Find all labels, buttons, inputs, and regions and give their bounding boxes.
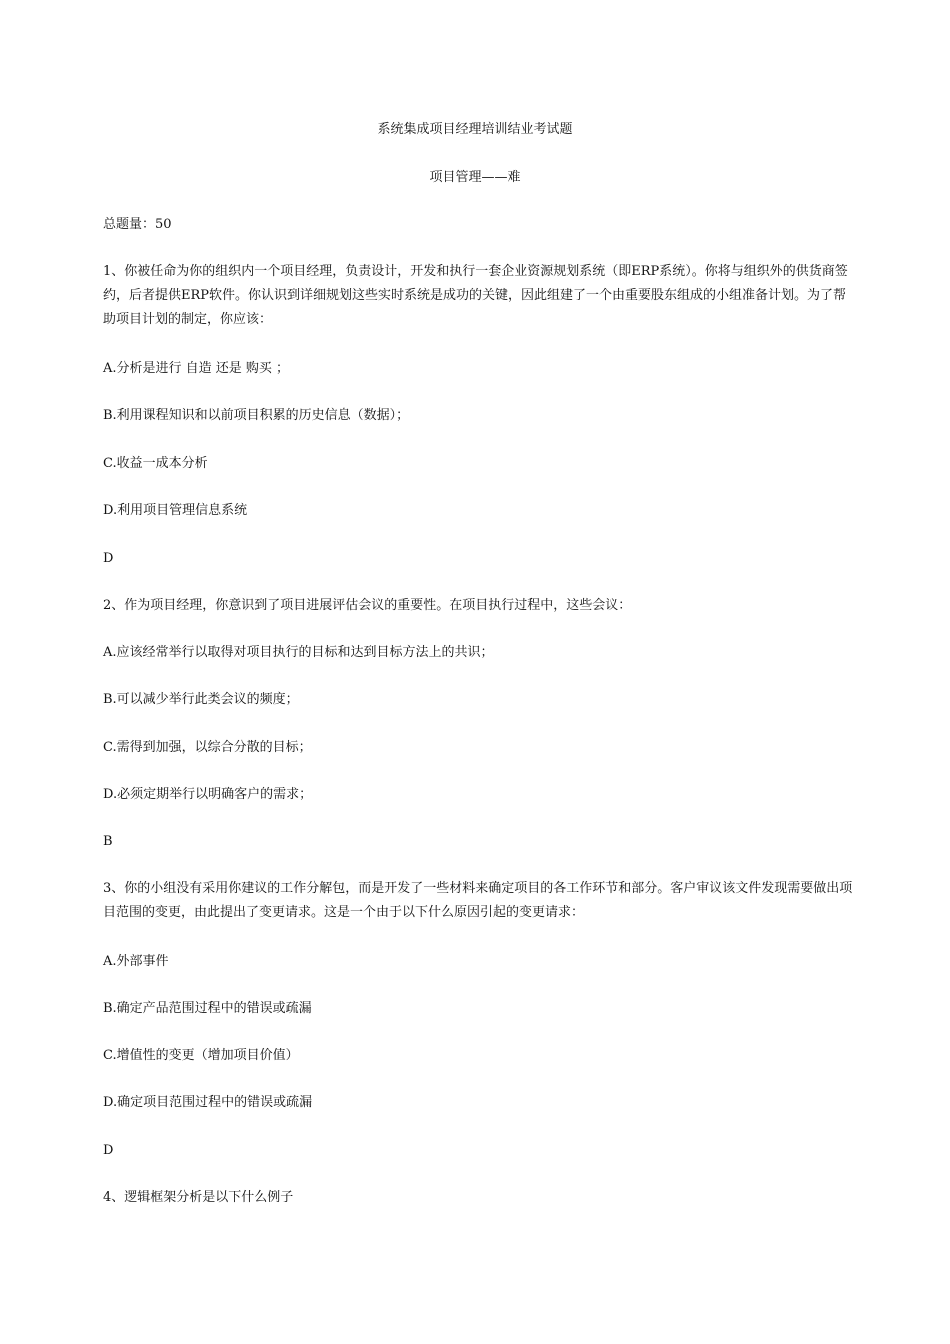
question-2-option-a: A.应该经常举行以取得对项目执行的目标和达到目标方法上的共识； xyxy=(103,645,494,660)
question-2-stem: 2、作为项目经理，你意识到了项目进展评估会议的重要性。在项目执行过程中，这些会议： xyxy=(103,598,632,613)
question-3-stem: 3、你的小组没有采用你建议的工作分解包，而是开发了一些材料来确定项目的各工作环节和部分。客户审议该文件发现需要做出项目范围的变更，由此提出了变更请求。这是一个由于以下什么原因引起的变更请求： xyxy=(103,881,853,920)
question-2-option-d: D.必须定期举行以明确客户的需求； xyxy=(103,787,313,802)
question-1-option-a: A.分析是进行 自造 还是 购买 ； xyxy=(103,361,290,376)
question-3-option-b: B.确定产品范围过程中的错误或疏漏 xyxy=(103,1001,312,1016)
question-3-option-c: C.增值性的变更（增加项目价值） xyxy=(103,1048,299,1063)
page-title: 系统集成项目经理培训结业考试题 xyxy=(377,122,573,137)
question-3-option-d: D.确定项目范围过程中的错误或疏漏 xyxy=(103,1095,313,1110)
question-2-option-c: C.需得到加强，以综合分散的目标； xyxy=(103,740,312,755)
question-3-option-a: A.外部事件 xyxy=(103,954,169,969)
total-question-count: 总题量：50 xyxy=(103,217,172,232)
question-4-stem: 4、逻辑框架分析是以下什么例子 xyxy=(103,1190,294,1205)
question-1-option-b: B.利用课程知识和以前项目积累的历史信息（数据）； xyxy=(103,408,410,423)
question-1-option-d: D.利用项目管理信息系统 xyxy=(103,503,248,518)
question-3-answer: D xyxy=(103,1143,114,1158)
question-1-answer: D xyxy=(103,551,114,566)
page-subtitle: 项目管理——难 xyxy=(429,170,521,185)
question-2-option-b: B.可以减少举行此类会议的频度； xyxy=(103,692,299,707)
question-2-answer: B xyxy=(103,834,113,849)
question-1-stem: 1、你被任命为你的组织内一个项目经理，负责设计，开发和执行一套企业资源规划系统（即ERP系统）。你将与组织外的供货商签约，后者提供ERP软件。你认识到详细规划这些实时系统是成功的关键，因此组建了一个由重要股东组成的小组准备计划。为了帮助项目计划的制定，你应该： xyxy=(103,264,848,327)
question-1-option-c: C.收益一成本分析 xyxy=(103,456,208,471)
